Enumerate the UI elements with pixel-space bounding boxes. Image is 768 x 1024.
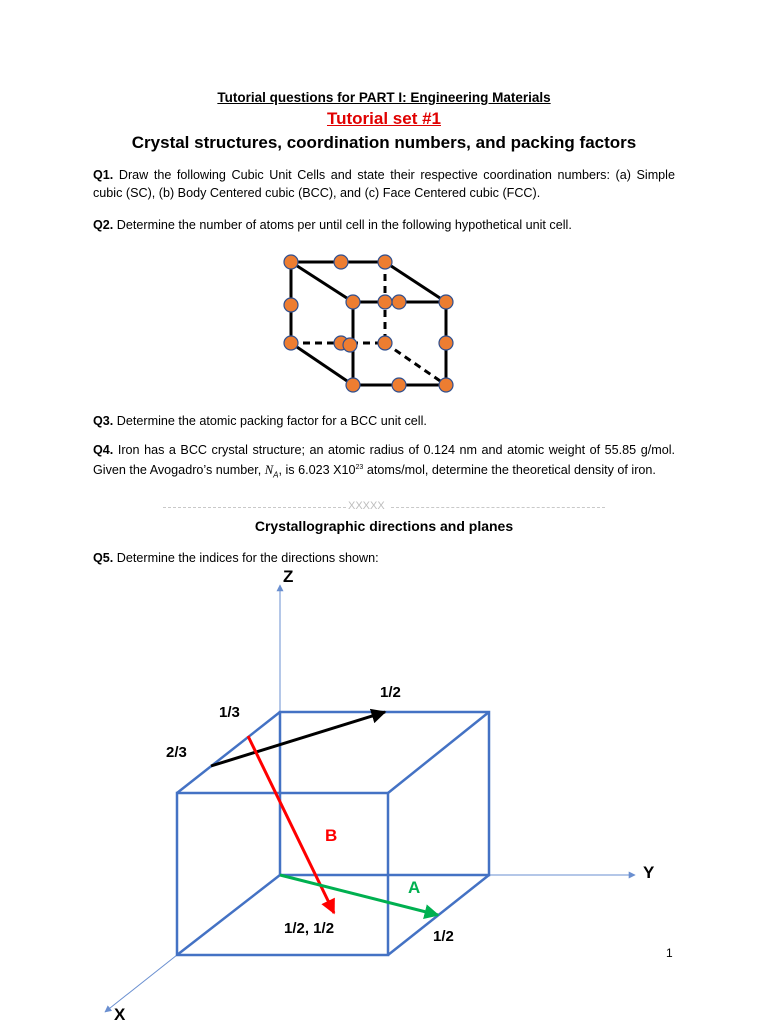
separator-mark: XXXXX (348, 500, 385, 512)
avogadro-subscript: A (273, 470, 279, 480)
atom (378, 295, 392, 309)
atom (284, 336, 298, 350)
atom (346, 295, 360, 309)
atom (284, 298, 298, 312)
question-text: Determine the atomic packing factor for a BCC unit cell. (113, 414, 427, 428)
label-b: B (325, 826, 338, 845)
y-axis-label: Y (643, 863, 655, 882)
label-half-top: 1/2 (380, 684, 401, 701)
tutorial-set-title: Tutorial set #1 (327, 109, 441, 128)
atom (392, 295, 406, 309)
question-text: Determine the indices for the directions shown: (113, 551, 379, 565)
tutorial-header: Tutorial questions for PART I: Engineering Materials (217, 90, 551, 105)
atom (439, 295, 453, 309)
question-number: Q1. (93, 168, 114, 182)
question-text: Determine the number of atoms per until cell in the following hypothetical unit cell. (113, 218, 572, 232)
atom (392, 378, 406, 392)
question-4 (93, 441, 675, 485)
label-half-half: 1/2, 1/2 (284, 920, 335, 937)
atom (346, 378, 360, 392)
question-number: Q2. (93, 218, 114, 232)
x-axis-label: X (114, 1005, 126, 1024)
question-text: atoms/mol, determine the theoretical density of iron. (363, 463, 656, 478)
question-text: Iron has a BCC crystal structure; an atomic radius of 0.124 nm and atomic weight of 55.85 g/mol. Given the Avogadro’s number, (93, 443, 675, 478)
x-axis (105, 955, 177, 1012)
section-heading: Crystallographic directions and planes (254, 518, 514, 534)
question-text: Draw the following Cubic Unit Cells and state their respective coordination numbers: (a) Simple cubic (SC), (b) Body Centered cubic (BCC), and (c) Face Centered cubic (FCC). (93, 168, 675, 200)
atom (334, 255, 348, 269)
hypothetical-unit-cell-diagram (270, 250, 460, 395)
crystallographic-directions-diagram (0, 560, 768, 1024)
label-two-thirds: 2/3 (166, 744, 187, 761)
atom (439, 378, 453, 392)
question-1 (93, 166, 675, 202)
question-3 (93, 412, 675, 430)
section-title: Crystal structures, coordination numbers, and packing factors (131, 133, 637, 152)
atom (343, 338, 357, 352)
z-axis-label: Z (283, 567, 294, 586)
atom (378, 336, 392, 350)
question-2 (93, 216, 675, 234)
question-text: , is 6.023 X10 (278, 463, 356, 478)
label-half-right: 1/2 (433, 928, 454, 945)
avogadro-symbol: N (264, 463, 274, 478)
page-number: 1 (666, 946, 673, 960)
exponent: 23 (355, 464, 364, 471)
separator (163, 500, 605, 516)
question-number: Q3. (93, 414, 114, 428)
atom (284, 255, 298, 269)
question-number: Q5. (93, 551, 114, 565)
question-number: Q4. (93, 443, 114, 457)
atom (378, 255, 392, 269)
atom (439, 336, 453, 350)
label-a: A (408, 878, 421, 897)
label-one-third: 1/3 (219, 704, 240, 721)
